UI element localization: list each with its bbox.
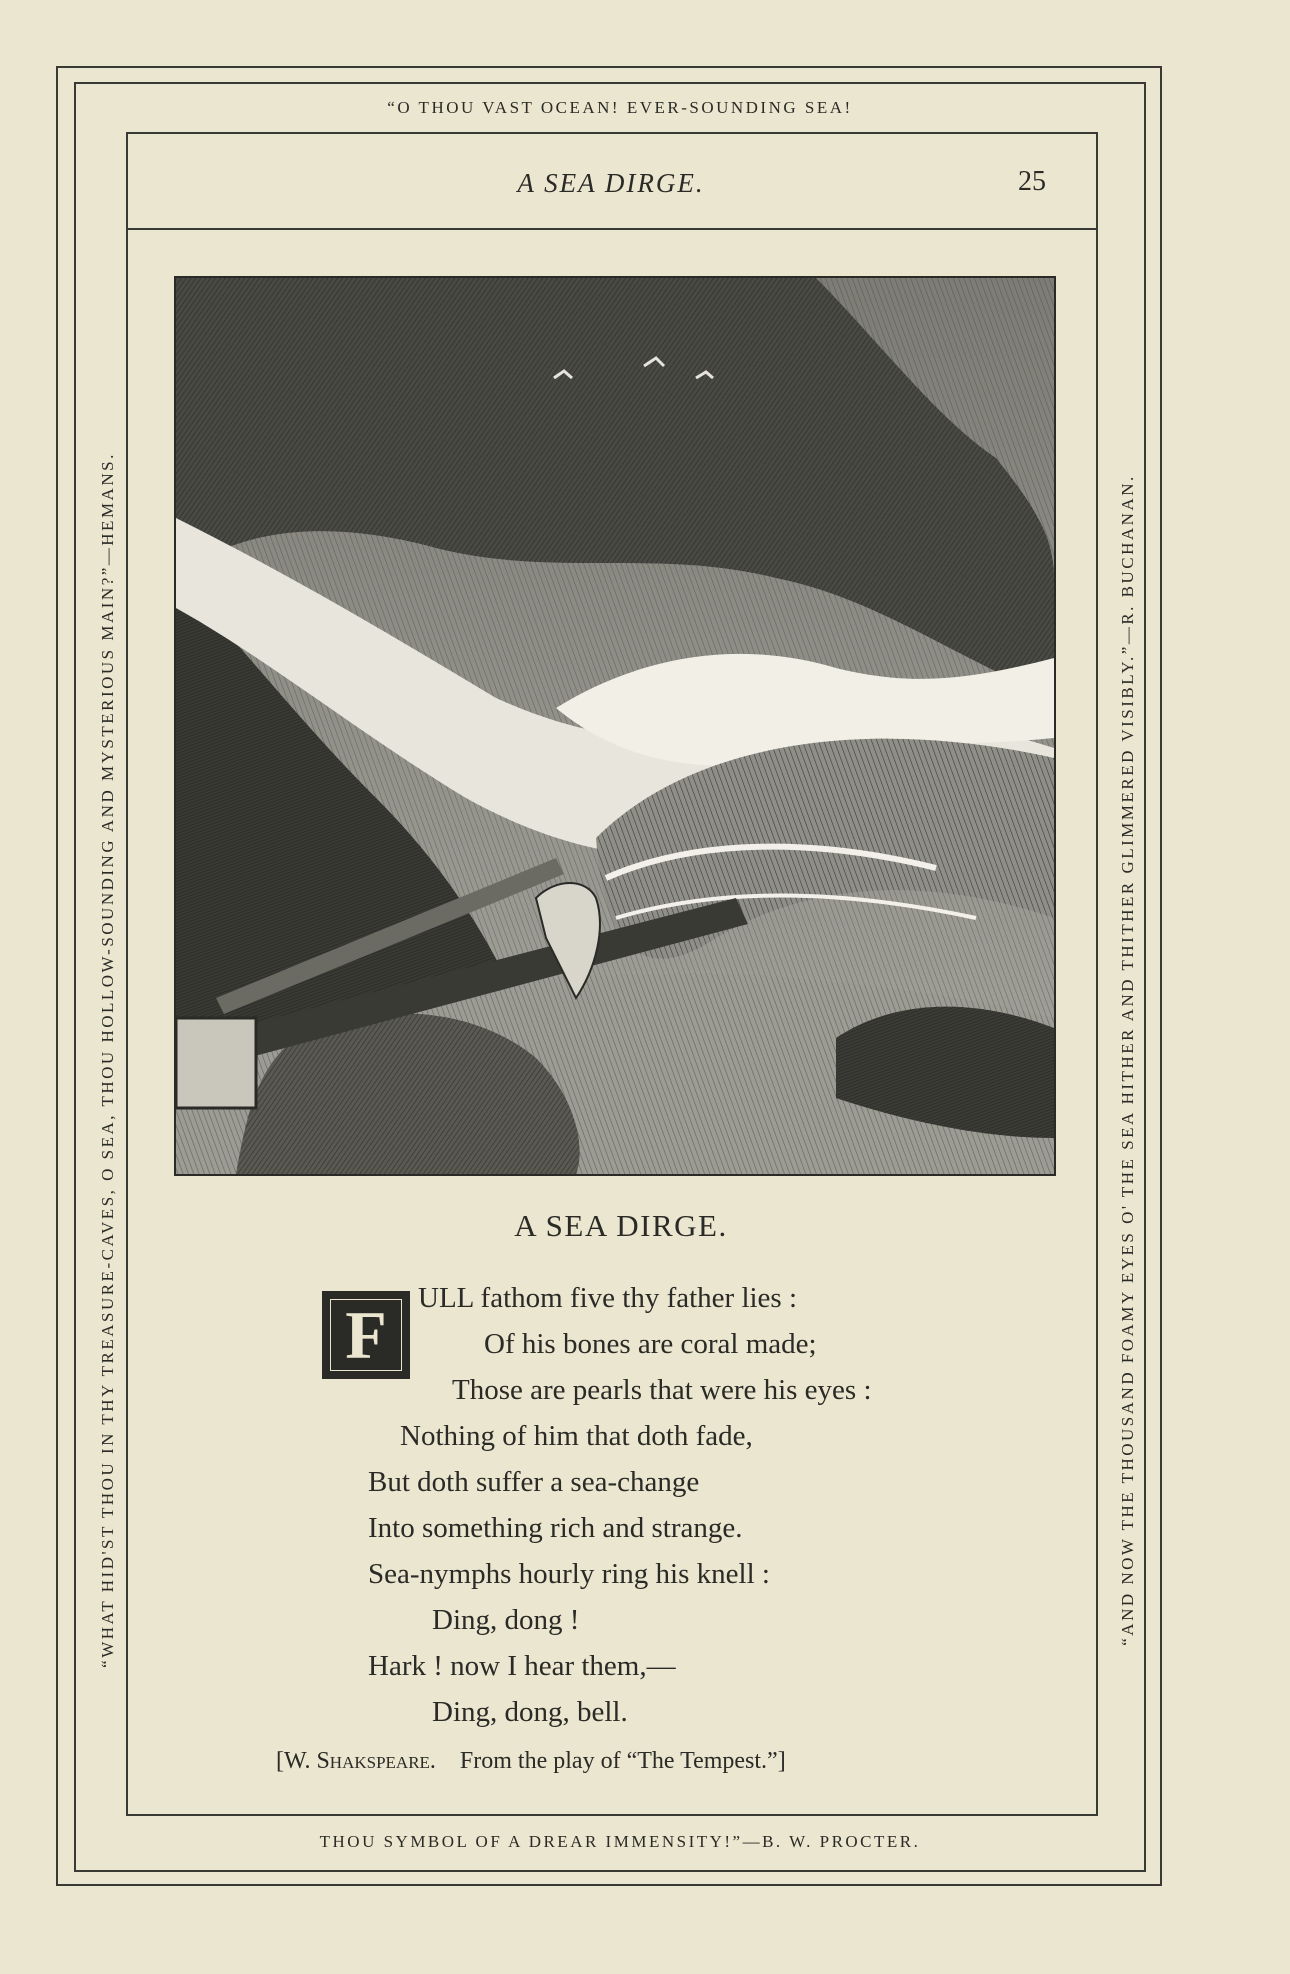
running-title: A SEA DIRGE. (517, 168, 705, 198)
storm-sea-engraving-icon (176, 278, 1054, 1174)
drop-cap (322, 1291, 410, 1379)
page-number: 25 (1018, 166, 1046, 197)
bottom-border-quote: THOU SYMBOL OF A DREAR IMMENSITY!”—B. W. PROCTER. (319, 1832, 921, 1851)
top-border-quote: “O THOU VAST OCEAN! EVER-SOUNDING SEA! (387, 98, 853, 117)
poem-line-8: Ding, dong ! (432, 1604, 580, 1636)
drop-cap-letter: F (330, 1299, 402, 1371)
poem-line-1: ULL fathom five thy father lies : (418, 1282, 798, 1314)
poem-line-10: Ding, dong, bell. (432, 1696, 628, 1728)
left-border-quote: “WHAT HID'ST THOU IN THY TREASURE-CAVES, O SEA, THOU HOLLOW-SOUNDING AND MYSTERIOUS MAIN?”—HEMANS. (98, 452, 117, 1668)
attribution (276, 1748, 786, 1775)
attribution-source: From the play of “The Tempest.”] (459, 1748, 786, 1774)
attribution-author: [W. Shakspeare. (276, 1748, 436, 1774)
poem-line-4: Nothing of him that doth fade, (400, 1420, 753, 1452)
illustration (174, 276, 1056, 1176)
poem-line-5: But doth suffer a sea-change (368, 1466, 700, 1498)
header-rule (126, 228, 1098, 230)
poem-title: A SEA DIRGE. (514, 1208, 728, 1243)
poem-line-7: Sea-nymphs hourly ring his knell : (368, 1558, 770, 1590)
poem-line-3: Those are pearls that were his eyes : (452, 1374, 872, 1406)
poem-line-6: Into something rich and strange. (368, 1512, 743, 1544)
poem-line-2: Of his bones are coral made; (484, 1328, 817, 1360)
poem-line-9: Hark ! now I hear them,— (368, 1650, 676, 1682)
right-border-quote: “AND NOW THE THOUSAND FOAMY EYES O' THE SEA HITHER AND THITHER GLIMMERED VISIBLY.”—R. BUCHANAN. (1118, 474, 1137, 1646)
